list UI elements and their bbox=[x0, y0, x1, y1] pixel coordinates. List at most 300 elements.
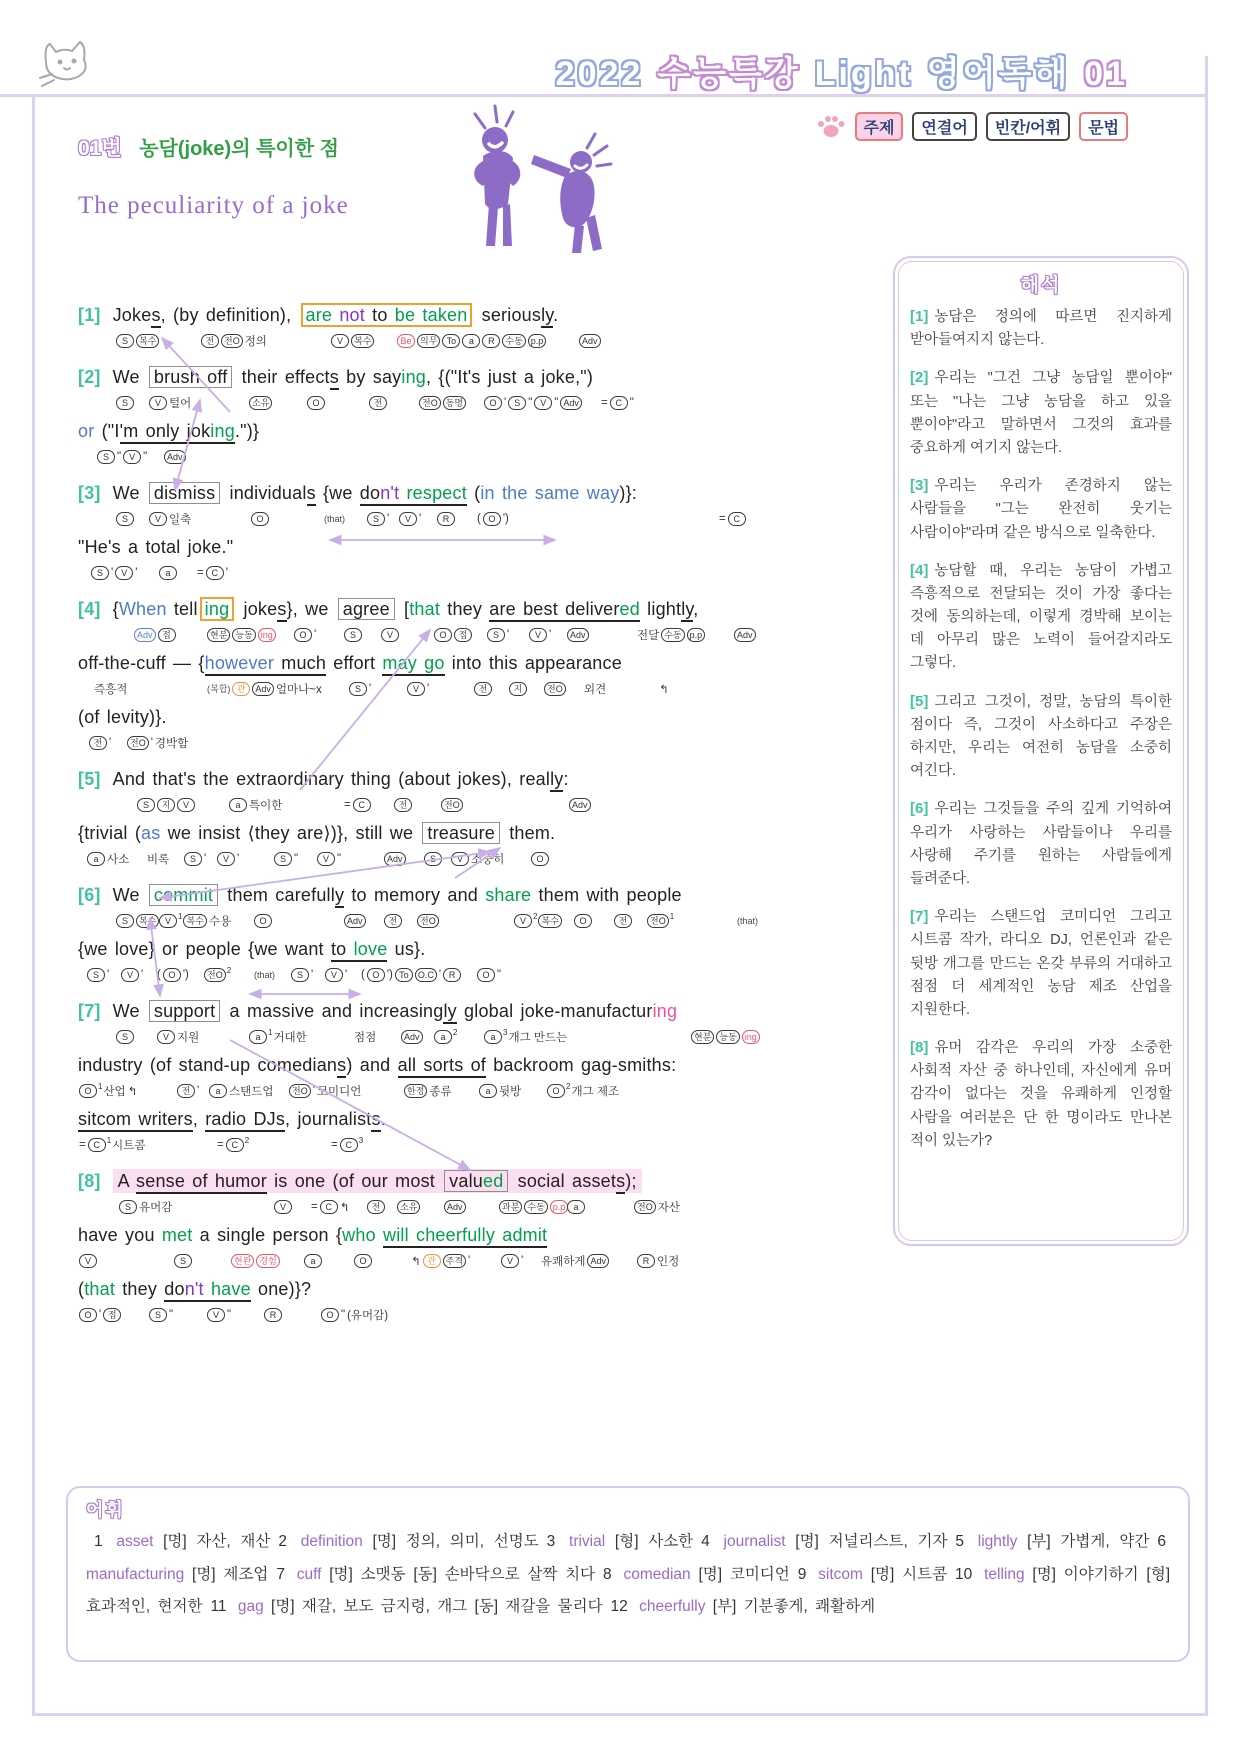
grammar-symbol: a bbox=[479, 1084, 497, 1098]
grammar-symbol: V bbox=[115, 566, 133, 580]
grammar-symbol: O bbox=[547, 1084, 565, 1098]
annotation-superscript: 3 bbox=[358, 1136, 364, 1145]
grammar-symbol: S bbox=[367, 512, 385, 526]
grammar-symbol: 수동 bbox=[661, 628, 684, 642]
keyword-box bbox=[301, 303, 473, 327]
grammar-symbol: R bbox=[482, 334, 500, 348]
annotation-group bbox=[410, 1252, 471, 1270]
translation-item bbox=[910, 559, 1172, 676]
annotation-text: 비록 bbox=[147, 853, 170, 866]
text-segment: to bbox=[331, 939, 354, 962]
sentence-block bbox=[78, 362, 884, 470]
translation-text: 농담할 때, 우리는 농담이 가볍고 즉흥적으로 전달되는 것이 가장 좋다는 것에 동의하는데, 이렇게 경박해 보이는 데 아무리 많은 노력이 들어갈지라도 그렇다. bbox=[910, 562, 1172, 672]
text-segment: they bbox=[440, 599, 490, 619]
annotation-group bbox=[500, 1252, 524, 1270]
annotation-group bbox=[115, 510, 135, 528]
annotation-group bbox=[613, 912, 633, 930]
grammar-symbol: V bbox=[157, 1030, 175, 1044]
grammar-symbol: V bbox=[407, 682, 425, 696]
annotation-text: " bbox=[143, 450, 148, 463]
text-segment: Joke bbox=[112, 305, 152, 325]
grammar-symbol: Adv bbox=[734, 628, 756, 642]
vocab-number: 9 bbox=[797, 1565, 807, 1583]
text-segment: social asset bbox=[510, 1171, 617, 1191]
annotation-row bbox=[78, 794, 884, 818]
grammar-symbol: 소유 bbox=[249, 396, 272, 410]
annotation-text: 뒷방 bbox=[499, 1085, 522, 1098]
grammar-symbol: O bbox=[163, 968, 181, 982]
annotation-text: 얼마나~x bbox=[275, 683, 322, 696]
grammar-symbol: S bbox=[344, 628, 362, 642]
vocab-number: 12 bbox=[610, 1598, 628, 1616]
grammar-symbol: C bbox=[88, 1138, 106, 1152]
annotation-text: 개그 제조 bbox=[571, 1086, 620, 1099]
main-text bbox=[78, 300, 884, 1336]
text-segment: valu bbox=[449, 1171, 483, 1191]
translation-items bbox=[910, 305, 1172, 1153]
annotation-group bbox=[290, 966, 314, 984]
grammar-symbol: V bbox=[451, 852, 469, 866]
annotation-group bbox=[248, 394, 273, 412]
grammar-symbol: V bbox=[514, 914, 532, 928]
grammar-symbol: 지 bbox=[509, 682, 527, 696]
text-line bbox=[78, 764, 884, 794]
grammar-symbol: O bbox=[307, 396, 325, 410]
grammar-symbol: Adv bbox=[344, 914, 366, 928]
grammar-symbol: p.p bbox=[687, 628, 706, 642]
text-segment: will cheerfully admit bbox=[383, 1225, 547, 1248]
annotation-text: " bbox=[497, 968, 502, 981]
annotation-text: ( bbox=[157, 968, 161, 981]
text-segment: or bbox=[78, 421, 102, 441]
grammar-symbol: a bbox=[304, 1254, 322, 1268]
annotation-superscript: 2 bbox=[533, 912, 538, 921]
grammar-symbol: Be bbox=[397, 334, 415, 348]
annotation-group bbox=[473, 680, 493, 698]
annotation-group bbox=[148, 510, 192, 528]
text-segment bbox=[376, 1225, 383, 1245]
annotation-group bbox=[600, 394, 635, 412]
vocab-entry bbox=[947, 1533, 1149, 1550]
annotation-group bbox=[508, 680, 528, 698]
annotation-group bbox=[398, 510, 422, 528]
vocab-number: 5 bbox=[955, 1533, 965, 1550]
translation-text: 우리는 스탠드업 코미디언 그리고 시트콤 작가, 라디오 DJ, 언론인과 같은 뒷방 개그를 만드는 온갖 부류의 거대하고 점점 더 세계적인 농담 제조 산업을 지원한다. bbox=[910, 909, 1172, 1018]
vocab-entry bbox=[86, 1533, 270, 1550]
annotation-text: ' bbox=[225, 566, 228, 579]
grammar-symbol: S bbox=[116, 914, 134, 928]
topic-badges bbox=[816, 112, 1129, 141]
vocab-meaning: [명] 자산, 재산 bbox=[163, 1533, 271, 1550]
vocab-meaning: [명] 코미디언 bbox=[698, 1565, 790, 1583]
annotation-text: 정의 bbox=[244, 335, 267, 348]
annotation-group bbox=[690, 1028, 761, 1046]
vocab-word: manufacturing bbox=[86, 1565, 193, 1583]
annotation-group bbox=[183, 850, 207, 868]
keyword-box bbox=[200, 597, 235, 621]
annotation-text: ' bbox=[141, 968, 144, 981]
cat-logo-icon bbox=[34, 36, 96, 94]
annotation-text: ' bbox=[150, 736, 153, 749]
annotation-group bbox=[148, 1306, 174, 1324]
annotation-text: 코미디언 bbox=[316, 1085, 362, 1098]
annotation-text: 개그 만드는 bbox=[508, 1032, 568, 1045]
annotation-group bbox=[324, 966, 348, 984]
grammar-symbol: 전 bbox=[384, 914, 402, 928]
grammar-symbol: V bbox=[79, 1254, 97, 1268]
text-segment: them carefull bbox=[220, 885, 335, 905]
text-segment: s bbox=[330, 367, 339, 390]
text-segment: ( bbox=[78, 1279, 85, 1299]
text-line bbox=[78, 880, 884, 910]
translation-item bbox=[910, 474, 1172, 545]
translation-item bbox=[910, 366, 1172, 460]
text-line bbox=[78, 818, 884, 848]
text-segment: not bbox=[339, 305, 365, 325]
vocab-word: cuff bbox=[288, 1565, 330, 1583]
annotation-group bbox=[403, 1082, 453, 1100]
text-segment: are best deliver bbox=[489, 599, 619, 622]
annotation-text: 유쾌하게 bbox=[541, 1255, 586, 1268]
annotation-text: 종류 bbox=[429, 1085, 452, 1098]
sentence-block bbox=[78, 880, 884, 988]
annotation-group bbox=[88, 734, 112, 752]
annotation-text: ' bbox=[369, 682, 372, 695]
translation-item bbox=[910, 905, 1172, 1022]
annotation-group bbox=[86, 966, 110, 984]
annotation-group bbox=[206, 680, 323, 698]
grammar-symbol: 현분 bbox=[691, 1030, 714, 1044]
vocab-meaning: [부] 기분좋게, 쾌활하게 bbox=[712, 1598, 876, 1616]
highlighted-phrase bbox=[113, 1169, 642, 1193]
grammar-symbol: C bbox=[226, 1138, 244, 1152]
text-segment: {trivial ( bbox=[78, 823, 142, 843]
grammar-symbol: V bbox=[325, 968, 343, 982]
grammar-symbol: R bbox=[443, 968, 461, 982]
text-segment: much bbox=[274, 653, 326, 676]
annotation-text: 털어 bbox=[169, 397, 192, 410]
grammar-symbol: S bbox=[137, 798, 155, 812]
grammar-symbol: V bbox=[149, 512, 167, 526]
grammar-symbol: V bbox=[534, 396, 552, 410]
keyword-box bbox=[149, 482, 220, 504]
grammar-symbol: O bbox=[79, 1084, 97, 1098]
text-line bbox=[78, 934, 884, 964]
annotation-text: 유머감 bbox=[139, 1201, 173, 1214]
grammar-symbol: O bbox=[483, 512, 501, 526]
annotation-group bbox=[90, 564, 138, 582]
annotation-text: ' bbox=[504, 396, 507, 409]
grammar-symbol: 전 bbox=[201, 334, 219, 348]
grammar-symbol: p.p bbox=[550, 1200, 569, 1214]
grammar-symbol: O bbox=[477, 968, 495, 982]
annotation-group bbox=[230, 1252, 281, 1270]
text-segment: s bbox=[277, 599, 286, 622]
annotation-group bbox=[156, 1028, 200, 1046]
grammar-symbol: V bbox=[529, 628, 547, 642]
text-line bbox=[78, 1104, 884, 1134]
annotation-row bbox=[78, 848, 884, 872]
annotation-group bbox=[348, 680, 372, 698]
annotation-text: 수용 bbox=[208, 916, 232, 929]
grammar-symbol: Adv bbox=[384, 852, 406, 866]
annotation-row bbox=[78, 1250, 884, 1274]
annotation-text: ' bbox=[135, 566, 138, 579]
annotation-superscript: 1 bbox=[669, 912, 675, 921]
vocab-number: 2 bbox=[278, 1533, 287, 1550]
annotation-group bbox=[546, 1082, 620, 1100]
translation-panel-inner bbox=[898, 261, 1184, 1241]
vocab-meaning: [명] 저널리스트, 기자 bbox=[795, 1533, 948, 1550]
annotation-group bbox=[423, 850, 443, 868]
translation-label: [8] bbox=[910, 1039, 929, 1057]
grammar-symbol: Adv bbox=[164, 450, 186, 464]
grammar-symbol: 경험 bbox=[256, 1254, 279, 1268]
vocab-meaning: [명] 시트콤 bbox=[870, 1565, 948, 1583]
text-segment: n't bbox=[185, 1279, 204, 1302]
annotation-group bbox=[498, 1198, 569, 1216]
vocab-number: 7 bbox=[276, 1565, 285, 1583]
annotation-text: = bbox=[601, 396, 608, 409]
annotation-group bbox=[718, 510, 747, 528]
annotation-text: = bbox=[79, 1139, 86, 1152]
annotation-text: 경박함 bbox=[154, 737, 189, 750]
text-segment: respect bbox=[399, 483, 467, 506]
grammar-symbol: 전O bbox=[544, 682, 566, 696]
grammar-symbol: 관 bbox=[423, 1254, 441, 1268]
text-segment: . bbox=[380, 1109, 386, 1129]
annotation-row bbox=[78, 624, 884, 648]
translation-text: 우리는 "그건 그냥 농담일 뿐이야" 또는 "나는 그냥 농담을 하고 있을 뿐이야"라고 말하면서 그것의 효과를 중요하게 여기지 않는다. bbox=[910, 370, 1172, 456]
grammar-symbol: Adv bbox=[444, 1200, 466, 1214]
text-segment: global joke-manufactur bbox=[456, 1001, 653, 1021]
section-title-english: The peculiarity of a joke bbox=[78, 192, 349, 219]
annotation-group bbox=[400, 1028, 424, 1046]
annotation-text: ' bbox=[387, 512, 390, 525]
grammar-symbol: a bbox=[434, 1030, 452, 1044]
sentence-label: [8] bbox=[78, 1171, 101, 1191]
text-line bbox=[78, 1050, 884, 1080]
annotation-superscript: 2 bbox=[244, 1136, 250, 1145]
annotation-group bbox=[158, 912, 232, 930]
translation-item bbox=[910, 305, 1172, 352]
annotation-row bbox=[78, 508, 884, 532]
grammar-symbol: 현분 bbox=[207, 628, 230, 642]
text-segment: "He's a total joke." bbox=[78, 537, 234, 557]
annotation-text: (that) bbox=[324, 513, 346, 524]
annotation-text: = bbox=[719, 512, 726, 525]
text-line bbox=[78, 996, 884, 1026]
annotation-text: ' bbox=[204, 852, 207, 865]
keyword-box bbox=[444, 1170, 508, 1192]
grammar-symbol: 수동 bbox=[502, 334, 525, 348]
grammar-symbol: 소유 bbox=[397, 1200, 420, 1214]
grammar-symbol: V bbox=[274, 1200, 292, 1214]
text-segment: And that's the extraordinary thing (about jokes), real bbox=[112, 769, 551, 789]
grammar-symbol: V bbox=[501, 1254, 519, 1268]
grammar-symbol: V bbox=[177, 798, 195, 812]
annotation-group bbox=[228, 796, 283, 814]
vocab-number: 1 bbox=[94, 1533, 103, 1550]
paw-icon bbox=[816, 114, 846, 140]
annotation-group bbox=[513, 912, 563, 930]
vocab-word: trivial bbox=[559, 1533, 615, 1550]
text-segment: We bbox=[112, 367, 147, 387]
annotation-group bbox=[483, 1028, 568, 1046]
grammar-symbol: 복수 bbox=[351, 334, 374, 348]
annotation-row bbox=[78, 964, 884, 988]
grammar-symbol: 전 bbox=[177, 1084, 195, 1098]
annotation-text: 소중히 bbox=[471, 853, 505, 866]
annotation-text: (유머감) bbox=[347, 1309, 389, 1322]
annotation-group bbox=[316, 850, 342, 868]
text-segment: that bbox=[84, 1279, 116, 1299]
text-segment: be taken bbox=[394, 305, 468, 325]
annotation-group bbox=[353, 1028, 377, 1046]
annotation-row bbox=[78, 678, 884, 702]
annotation-group bbox=[396, 332, 547, 350]
text-segment: light bbox=[639, 599, 682, 619]
grammar-symbol: a bbox=[567, 1200, 585, 1214]
text-segment: s bbox=[151, 305, 160, 328]
text-segment: one)}? bbox=[250, 1279, 312, 1299]
annotation-superscript: 2 bbox=[566, 1082, 571, 1091]
sentence-label: [2] bbox=[78, 367, 101, 387]
grammar-symbol: a bbox=[229, 798, 247, 812]
grammar-symbol: V bbox=[381, 628, 399, 642]
annotation-group bbox=[133, 626, 177, 644]
annotation-group bbox=[176, 1082, 200, 1100]
vocab-title: 어휘 bbox=[86, 1500, 125, 1520]
text-segment: share bbox=[485, 885, 532, 905]
grammar-symbol: 능동 bbox=[232, 628, 255, 642]
vocab-meaning: [명] 이야기하기 [형] 효과적인, 현저한 bbox=[86, 1565, 1171, 1616]
annotation-group bbox=[568, 796, 592, 814]
grammar-symbol: 전O bbox=[127, 736, 149, 750]
text-segment: all sorts of bbox=[398, 1055, 486, 1078]
text-segment: ing bbox=[652, 1001, 678, 1021]
annotation-group bbox=[86, 850, 130, 868]
grammar-symbol: S bbox=[91, 566, 109, 580]
text-segment: into this appearance bbox=[444, 653, 622, 673]
annotation-row bbox=[78, 330, 884, 354]
annotation-group bbox=[203, 966, 231, 984]
annotation-group bbox=[196, 564, 229, 582]
grammar-symbol: V bbox=[317, 852, 335, 866]
annotation-group bbox=[250, 510, 270, 528]
grammar-symbol: 주격 bbox=[443, 1254, 466, 1268]
grammar-symbol: C bbox=[340, 1138, 358, 1152]
annotation-group bbox=[566, 1198, 586, 1216]
grammar-symbol: To bbox=[395, 968, 413, 982]
annotation-group bbox=[646, 912, 674, 930]
grammar-symbol: O bbox=[251, 512, 269, 526]
annotation-group bbox=[120, 966, 144, 984]
annotation-group bbox=[115, 1028, 135, 1046]
vocab-number: 6 bbox=[1157, 1533, 1166, 1550]
text-line bbox=[78, 362, 884, 392]
annotation-superscript: 1 bbox=[98, 1082, 103, 1091]
annotation-text: = bbox=[197, 566, 204, 579]
text-segment: their effect bbox=[234, 367, 330, 387]
grammar-symbol: 복수 bbox=[136, 914, 159, 928]
sentence-label: [5] bbox=[78, 769, 101, 789]
text-segment: }, we bbox=[286, 599, 336, 619]
keyword-box bbox=[422, 822, 500, 844]
grammar-symbol: a bbox=[484, 1030, 502, 1044]
annotation-group bbox=[273, 850, 299, 868]
text-segment: : bbox=[563, 769, 569, 789]
translation-label: [1] bbox=[910, 308, 929, 325]
annotation-group bbox=[208, 1082, 274, 1100]
sentence-block bbox=[78, 996, 884, 1158]
sentence-block bbox=[78, 594, 884, 756]
annotation-group bbox=[366, 1198, 386, 1216]
text-segment: [ bbox=[396, 599, 410, 619]
page-title-part: 수능특강 bbox=[657, 55, 801, 93]
annotation-row bbox=[78, 1080, 884, 1104]
annotation-text: ' bbox=[427, 682, 430, 695]
grammar-symbol: Adv bbox=[569, 798, 591, 812]
annotation-text: ') bbox=[502, 512, 509, 525]
sentence-label: [7] bbox=[78, 1001, 101, 1021]
annotation-group bbox=[115, 394, 135, 412]
grammar-symbol: 관 bbox=[232, 682, 250, 696]
section-title-korean: 농담(joke)의 특이한 점 bbox=[139, 138, 339, 160]
text-segment: them with people bbox=[531, 885, 682, 905]
sentence-label: [6] bbox=[78, 885, 101, 905]
grammar-symbol: Adv bbox=[134, 628, 156, 642]
annotation-group bbox=[216, 850, 240, 868]
text-segment: ); bbox=[625, 1171, 637, 1191]
annotation-text: 산업 bbox=[103, 1086, 126, 1099]
grammar-symbol: S bbox=[116, 1030, 134, 1044]
text-segment: off-the-cuff — { bbox=[78, 653, 205, 673]
annotation-group bbox=[146, 850, 170, 868]
annotation-group bbox=[530, 850, 550, 868]
text-line bbox=[78, 702, 884, 732]
text-segment: .")} bbox=[234, 421, 260, 441]
vocab-entry bbox=[268, 1566, 595, 1583]
annotation-superscript: 1 bbox=[178, 912, 183, 921]
annotation-group bbox=[78, 1136, 147, 1154]
vocab-entry bbox=[539, 1533, 693, 1550]
text-segment: ly bbox=[681, 599, 693, 622]
grammar-symbol: O bbox=[531, 852, 549, 866]
annotation-text: 외견 bbox=[584, 683, 607, 696]
grammar-symbol: 전 bbox=[394, 798, 412, 812]
grammar-symbol: C bbox=[728, 512, 746, 526]
annotation-group bbox=[115, 332, 160, 350]
annotation-group bbox=[476, 966, 502, 984]
text-segment: treasure bbox=[427, 823, 496, 843]
annotation-group bbox=[416, 912, 440, 930]
annotation-group bbox=[368, 394, 388, 412]
grammar-symbol: C bbox=[320, 1200, 338, 1214]
vocab-meaning: [명] 소맷동 [동] 손바닥으로 살짝 치다 bbox=[329, 1565, 596, 1583]
grammar-symbol: Adv bbox=[567, 628, 589, 642]
translation-label: [7] bbox=[910, 908, 929, 926]
text-line bbox=[78, 594, 884, 624]
annotation-superscript: 2 bbox=[226, 966, 232, 975]
text-segment: , bbox=[192, 1109, 206, 1129]
grammar-symbol: O bbox=[434, 628, 452, 642]
text-segment: s bbox=[307, 483, 316, 506]
grammar-symbol: S bbox=[291, 968, 309, 982]
annotation-text: ' bbox=[109, 736, 112, 749]
annotation-group bbox=[528, 626, 552, 644]
annotation-text: ' bbox=[311, 968, 314, 981]
